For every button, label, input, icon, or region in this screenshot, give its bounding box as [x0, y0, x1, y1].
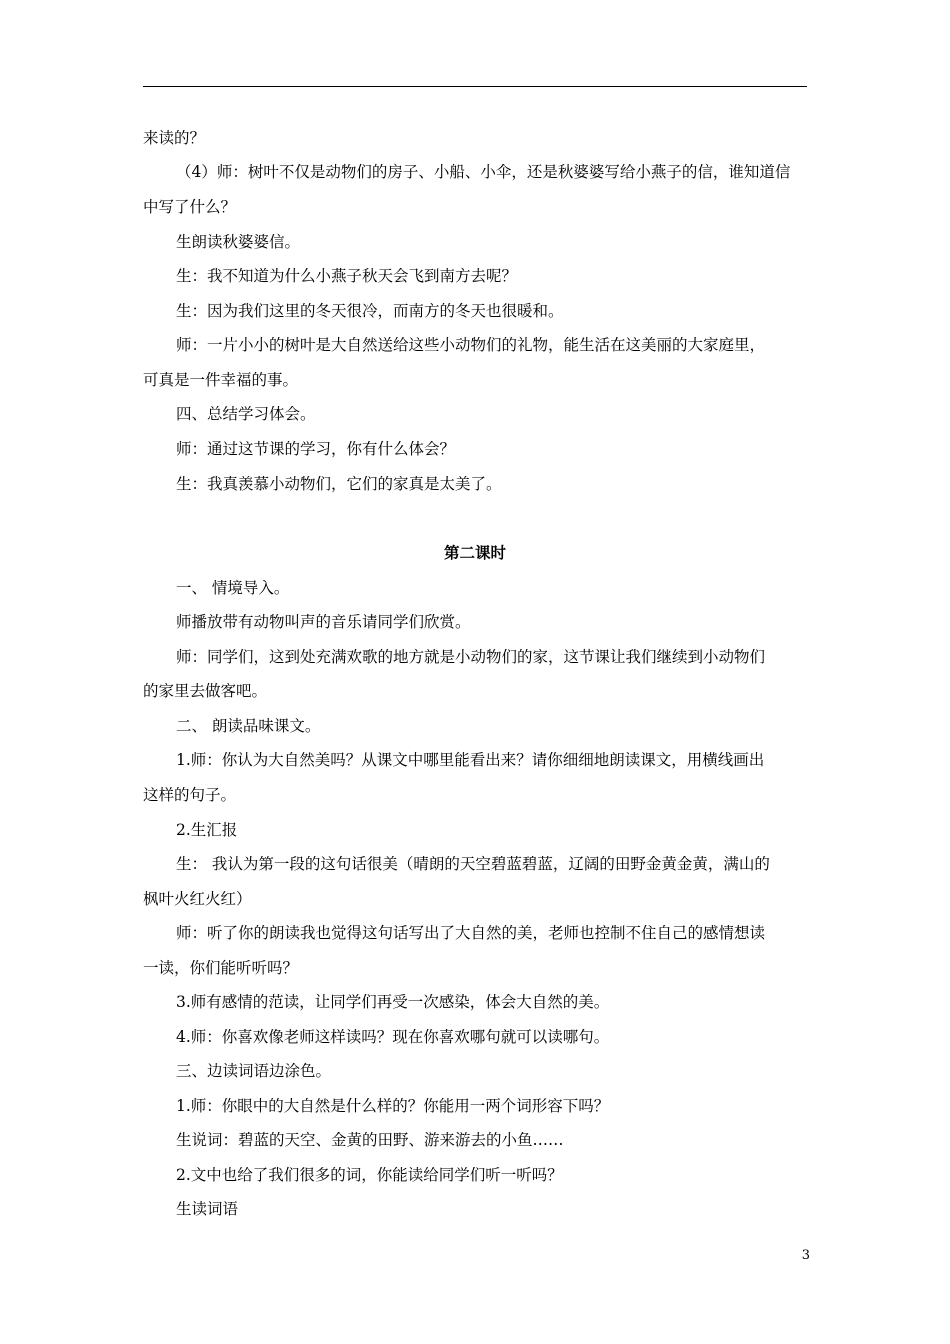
paragraph-line: 一读，你们能听听吗？	[143, 959, 299, 977]
paragraph-line: 三、边读词语边涂色。	[176, 1062, 332, 1080]
paragraph-line: 生： 我认为第一段的这句话很美（晴朗的天空碧蓝碧蓝，辽阔的田野金黄金黄，满山的	[176, 855, 770, 873]
paragraph-line: 2.文中也给了我们很多的词，你能读给同学们听一听吗？	[176, 1166, 563, 1184]
paragraph-line: 4.师：你喜欢像老师这样读吗？现在你喜欢哪句就可以读哪句。	[176, 1028, 610, 1046]
paragraph-line: 1.师：你眼中的大自然是什么样的？你能用一两个词形容下吗？	[176, 1097, 610, 1115]
paragraph-line: 3.师有感情的范读，让同学们再受一次感染，体会大自然的美。	[176, 993, 610, 1011]
paragraph-line: 师：同学们，这到处充满欢歌的地方就是小动物们的家，这节课让我们继续到小动物们	[176, 648, 766, 666]
paragraph-line: 枫叶火红火红）	[143, 890, 252, 908]
paragraph-line: 中写了什么？	[143, 198, 237, 216]
page-number: 3	[801, 1248, 810, 1263]
paragraph-line: 的家里去做客吧。	[143, 682, 268, 700]
paragraph-line: 可真是一件幸福的事。	[143, 371, 299, 389]
paragraph-line: 生朗读秋婆婆信。	[176, 233, 301, 251]
paragraph-line: 师：听了你的朗读我也觉得这句话写出了大自然的美，老师也控制不住自己的感情想读	[176, 924, 766, 942]
paragraph-line: 四、总结学习体会。	[176, 405, 316, 423]
paragraph-line: 生：因为我们这里的冬天很冷，而南方的冬天也很暖和。	[176, 302, 564, 320]
paragraph-line: （4）师：树叶不仅是动物们的房子、小船、小伞，还是秋婆婆写给小燕子的信，谁知道信	[176, 163, 791, 181]
paragraph-line: 生说词：碧蓝的天空、金黄的田野、游来游去的小鱼……	[176, 1131, 564, 1149]
paragraph-line: 生读词语	[176, 1200, 239, 1218]
paragraph-line: 生：我真羡慕小动物们，它们的家真是太美了。	[176, 475, 502, 493]
section-title: 第二课时	[443, 543, 506, 562]
paragraph-line: 来读的？	[143, 129, 206, 147]
header-rule	[143, 86, 807, 87]
paragraph-line: 师播放带有动物叫声的音乐请同学们欣赏。	[176, 613, 471, 631]
paragraph-line: 1.师：你认为大自然美吗？从课文中哪里能看出来？请你细细地朗读课文，用横线画出	[176, 751, 765, 769]
paragraph-line: 一、 情境导入。	[176, 579, 290, 597]
paragraph-line: 二、 朗读品味课文。	[176, 717, 321, 735]
paragraph-line: 师：通过这节课的学习，你有什么体会？	[176, 440, 456, 458]
paragraph-line: 生：我不知道为什么小燕子秋天会飞到南方去呢？	[176, 267, 518, 285]
paragraph-line: 这样的句子。	[143, 786, 237, 804]
paragraph-line: 师：一片小小的树叶是大自然送给这些小动物们的礼物，能生活在这美丽的大家庭里，	[176, 336, 766, 354]
paragraph-line: 2.生汇报	[176, 821, 238, 839]
